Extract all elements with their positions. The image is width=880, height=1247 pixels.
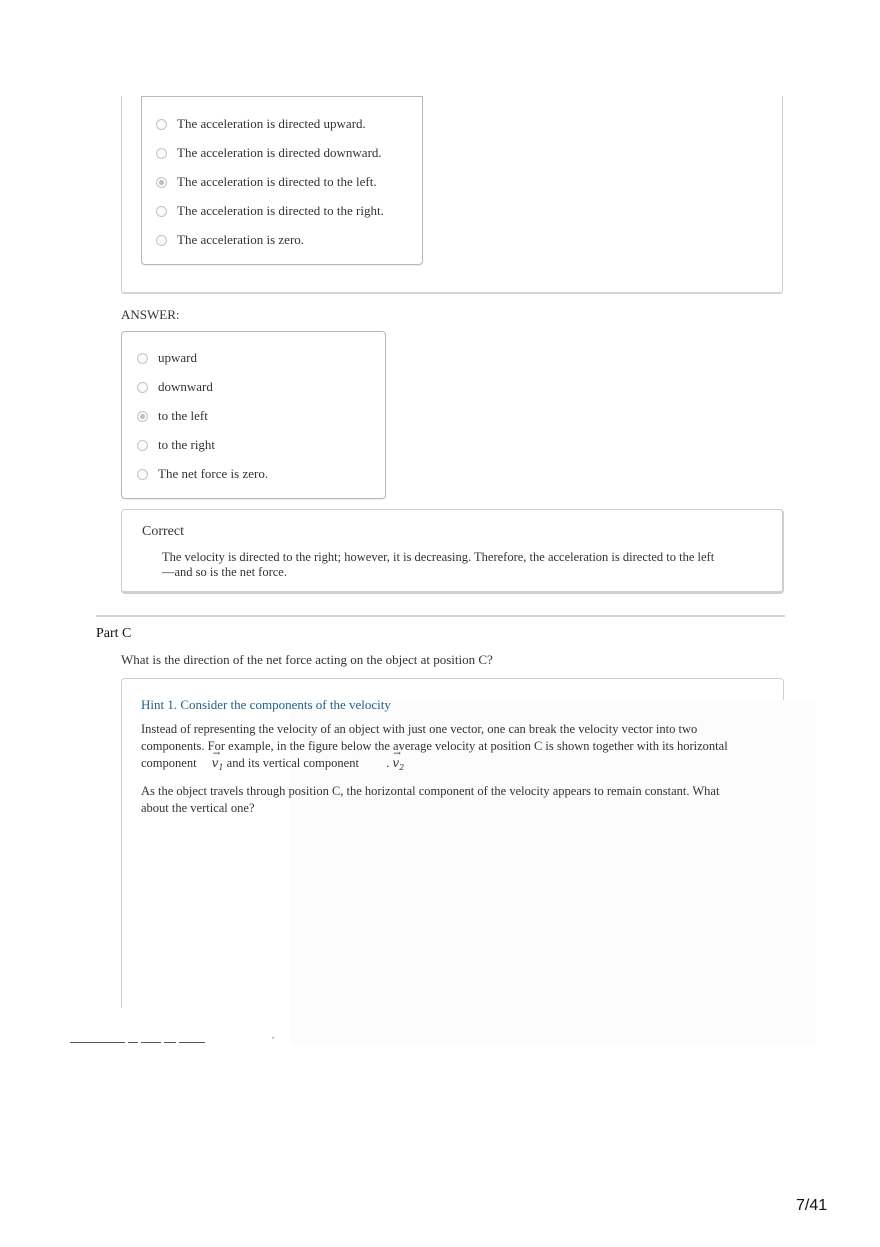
- feedback-text: The velocity is directed to the right; however, it is decreasing. Therefore, the acceleration is directed to the left —and so is the net force.: [162, 550, 715, 579]
- answer-option-left[interactable]: [137, 408, 208, 424]
- section-divider: [96, 615, 785, 617]
- option-label: The acceleration is directed to the right.: [177, 203, 384, 218]
- hint-option-right[interactable]: [156, 203, 384, 219]
- option-label: upward: [158, 350, 197, 365]
- hint-paragraph-1: [141, 721, 731, 776]
- hint-text-a: Instead of representing the velocity of an object with just one vector, one can break the velocity vector into two components. For example, in the figure below the average velocity at position C is shown together with its horizontal component: [141, 722, 728, 770]
- radio-button[interactable]: [137, 382, 148, 393]
- footer-mark: '': [272, 1036, 275, 1044]
- footer-rule: [70, 1041, 205, 1044]
- part-title: Part C: [96, 626, 132, 641]
- radio-button[interactable]: [156, 206, 167, 217]
- hint-option-zero[interactable]: [156, 232, 304, 248]
- option-label: The net force is zero.: [158, 466, 269, 481]
- hint-option-left[interactable]: [156, 174, 377, 190]
- hint-option-downward[interactable]: [156, 145, 382, 161]
- radio-button-selected[interactable]: [137, 411, 148, 422]
- radio-button[interactable]: [156, 119, 167, 130]
- answer-option-right[interactable]: [137, 437, 215, 453]
- v2-symbol: → $v_2$: [392, 755, 404, 776]
- option-label: downward: [158, 379, 213, 394]
- question-text: What is the direction of the net force acting on the object at position C?: [121, 652, 493, 667]
- hint-text-b: and its vertical component: [226, 756, 359, 770]
- radio-button-selected[interactable]: [156, 177, 167, 188]
- answer-option-zero[interactable]: [137, 466, 268, 482]
- hint-title[interactable]: Hint 1. Consider the components of the velocity: [141, 697, 391, 712]
- answer-label: ANSWER:: [121, 307, 180, 322]
- option-label: The acceleration is directed upward.: [177, 116, 366, 131]
- v1-symbol: → $v_1$: [212, 755, 224, 776]
- hint-text-c: .: [386, 756, 390, 770]
- radio-button[interactable]: [156, 235, 167, 246]
- radio-button[interactable]: [137, 353, 148, 364]
- answer-option-upward[interactable]: [137, 350, 197, 366]
- answer-option-downward[interactable]: [137, 379, 213, 395]
- feedback-title: Correct: [142, 524, 184, 539]
- option-label: to the left: [158, 408, 208, 423]
- option-label: to the right: [158, 437, 216, 452]
- page-number: 7/41: [796, 1197, 828, 1214]
- hint-option-upward[interactable]: [156, 116, 366, 132]
- radio-button[interactable]: [137, 469, 148, 480]
- radio-button[interactable]: [156, 148, 167, 159]
- option-label: The acceleration is directed downward.: [177, 145, 382, 160]
- option-label: The acceleration is directed to the left.: [177, 174, 377, 189]
- option-label: The acceleration is zero.: [177, 232, 305, 247]
- radio-button[interactable]: [137, 440, 148, 451]
- hint-paragraph-2: As the object travels through position C, the horizontal component of the velocity appears to remain constant. What about the vertical one?: [141, 784, 720, 815]
